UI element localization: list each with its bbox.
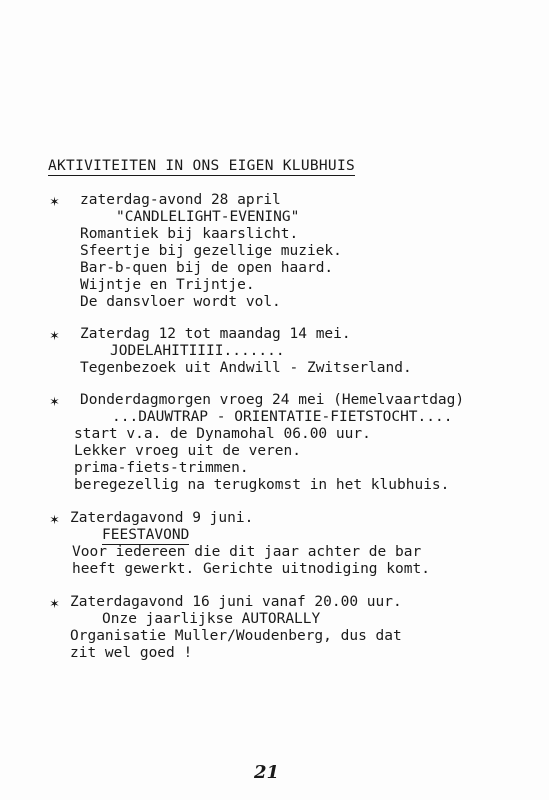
activity-detail-line: Organisatie Muller/Woudenberg, dus dat bbox=[70, 628, 402, 644]
activity-detail-line: Romantiek bij kaarslicht. bbox=[80, 226, 299, 242]
activity-detail-line: prima-fiets-trimmen. bbox=[74, 460, 249, 476]
asterisk-bullet-icon: ✶ bbox=[50, 510, 60, 528]
activity-date-line: Zaterdagavond 16 juni vanaf 20.00 uur. bbox=[70, 594, 402, 610]
activity-date-line: Zaterdag 12 tot maandag 14 mei. bbox=[80, 326, 351, 342]
activity-title-line: "CANDLELIGHT-EVENING" bbox=[116, 209, 300, 225]
page-heading: AKTIVITEITEN IN ONS EIGEN KLUBHUIS bbox=[48, 158, 356, 174]
asterisk-bullet-icon: ✶ bbox=[50, 326, 60, 344]
asterisk-bullet-icon: ✶ bbox=[50, 392, 60, 410]
activity-title-line: Onze jaarlijkse AUTORALLY bbox=[102, 611, 321, 627]
asterisk-bullet-icon: ✶ bbox=[50, 192, 60, 210]
activity-date-line: Donderdagmorgen vroeg 24 mei (Hemelvaartdag) bbox=[80, 392, 465, 408]
activity-detail-line: De dansvloer wordt vol. bbox=[80, 294, 281, 310]
asterisk-bullet-icon: ✶ bbox=[50, 594, 60, 612]
activity-title-line: ...DAUWTRAP - ORIENTATIE-FIETSTOCHT.... bbox=[112, 409, 453, 425]
activity-detail-line: Sfeertje bij gezellige muziek. bbox=[80, 243, 342, 259]
activity-detail-line: heeft gewerkt. Gerichte uitnodiging komt. bbox=[72, 561, 430, 577]
activity-date-line: zaterdag-avond 28 april bbox=[80, 192, 281, 208]
activity-detail-line: Tegenbezoek uit Andwill - Zwitserland. bbox=[80, 360, 412, 376]
activity-detail-line: start v.a. de Dynamohal 06.00 uur. bbox=[74, 426, 371, 442]
activity-title-line: FEESTAVOND bbox=[102, 527, 190, 543]
activity-date-line: Zaterdagavond 9 juni. bbox=[70, 510, 254, 526]
activity-detail-line: Lekker vroeg uit de veren. bbox=[74, 443, 301, 459]
activity-detail-line: beregezellig na terugkomst in het klubhuis. bbox=[74, 477, 450, 493]
page-number: 21 bbox=[254, 762, 280, 783]
activity-detail-line: Bar-b-quen bij de open haard. bbox=[80, 260, 334, 276]
activity-detail-line: Voor iedereen die dit jaar achter de bar bbox=[72, 544, 422, 560]
activity-detail-line: zit wel goed ! bbox=[70, 645, 193, 661]
activity-title-line: JODELAHITIIII....... bbox=[110, 343, 285, 359]
activity-detail-line: Wijntje en Trijntje. bbox=[80, 277, 255, 293]
